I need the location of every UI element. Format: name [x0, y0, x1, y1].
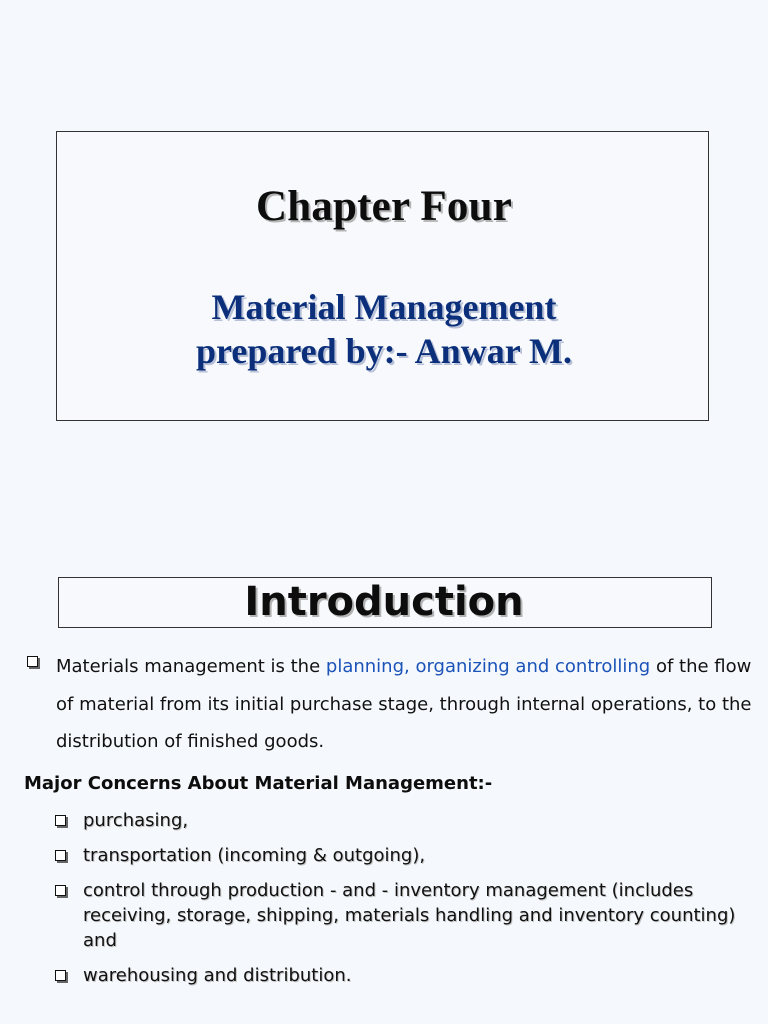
concerns-list [53, 808, 753, 998]
subtitle [0, 285, 768, 373]
list-item [53, 963, 753, 988]
checkbox-bullet-icon [55, 815, 66, 826]
concerns-heading: Major Concerns About Material Management:- [24, 773, 493, 794]
list-item-text: control through production - and - inventory management (includes receiving, storage, shipping, materials handling and inventory counting) and [83, 880, 736, 951]
introduction-title: Introduction [244, 579, 524, 625]
list-item [53, 843, 753, 868]
paragraph-text-2: of the flow of material from its initial purchase stage, through internal operations, to the distribution of finished goods. [56, 656, 752, 752]
title-frame [56, 131, 709, 421]
paragraph-highlight: planning, organizing and controlling [325, 656, 651, 677]
checkbox-bullet-icon [55, 885, 66, 896]
list-item-text: transportation (incoming & outgoing), [83, 845, 426, 866]
subtitle-line-2: prepared by:- Anwar M. [195, 331, 572, 371]
subtitle-line-1: Material Management [211, 287, 557, 327]
intro-paragraph [56, 648, 756, 761]
paragraph-text-1: Materials management is the [56, 656, 326, 677]
list-item [53, 878, 753, 953]
checkbox-bullet-icon [27, 656, 38, 667]
checkbox-bullet-icon [55, 850, 66, 861]
chapter-title: Chapter Four [255, 183, 512, 230]
list-item [53, 808, 753, 833]
list-item-text: purchasing, [83, 810, 189, 831]
list-item-text: warehousing and distribution. [83, 965, 352, 986]
checkbox-bullet-icon [55, 970, 66, 981]
